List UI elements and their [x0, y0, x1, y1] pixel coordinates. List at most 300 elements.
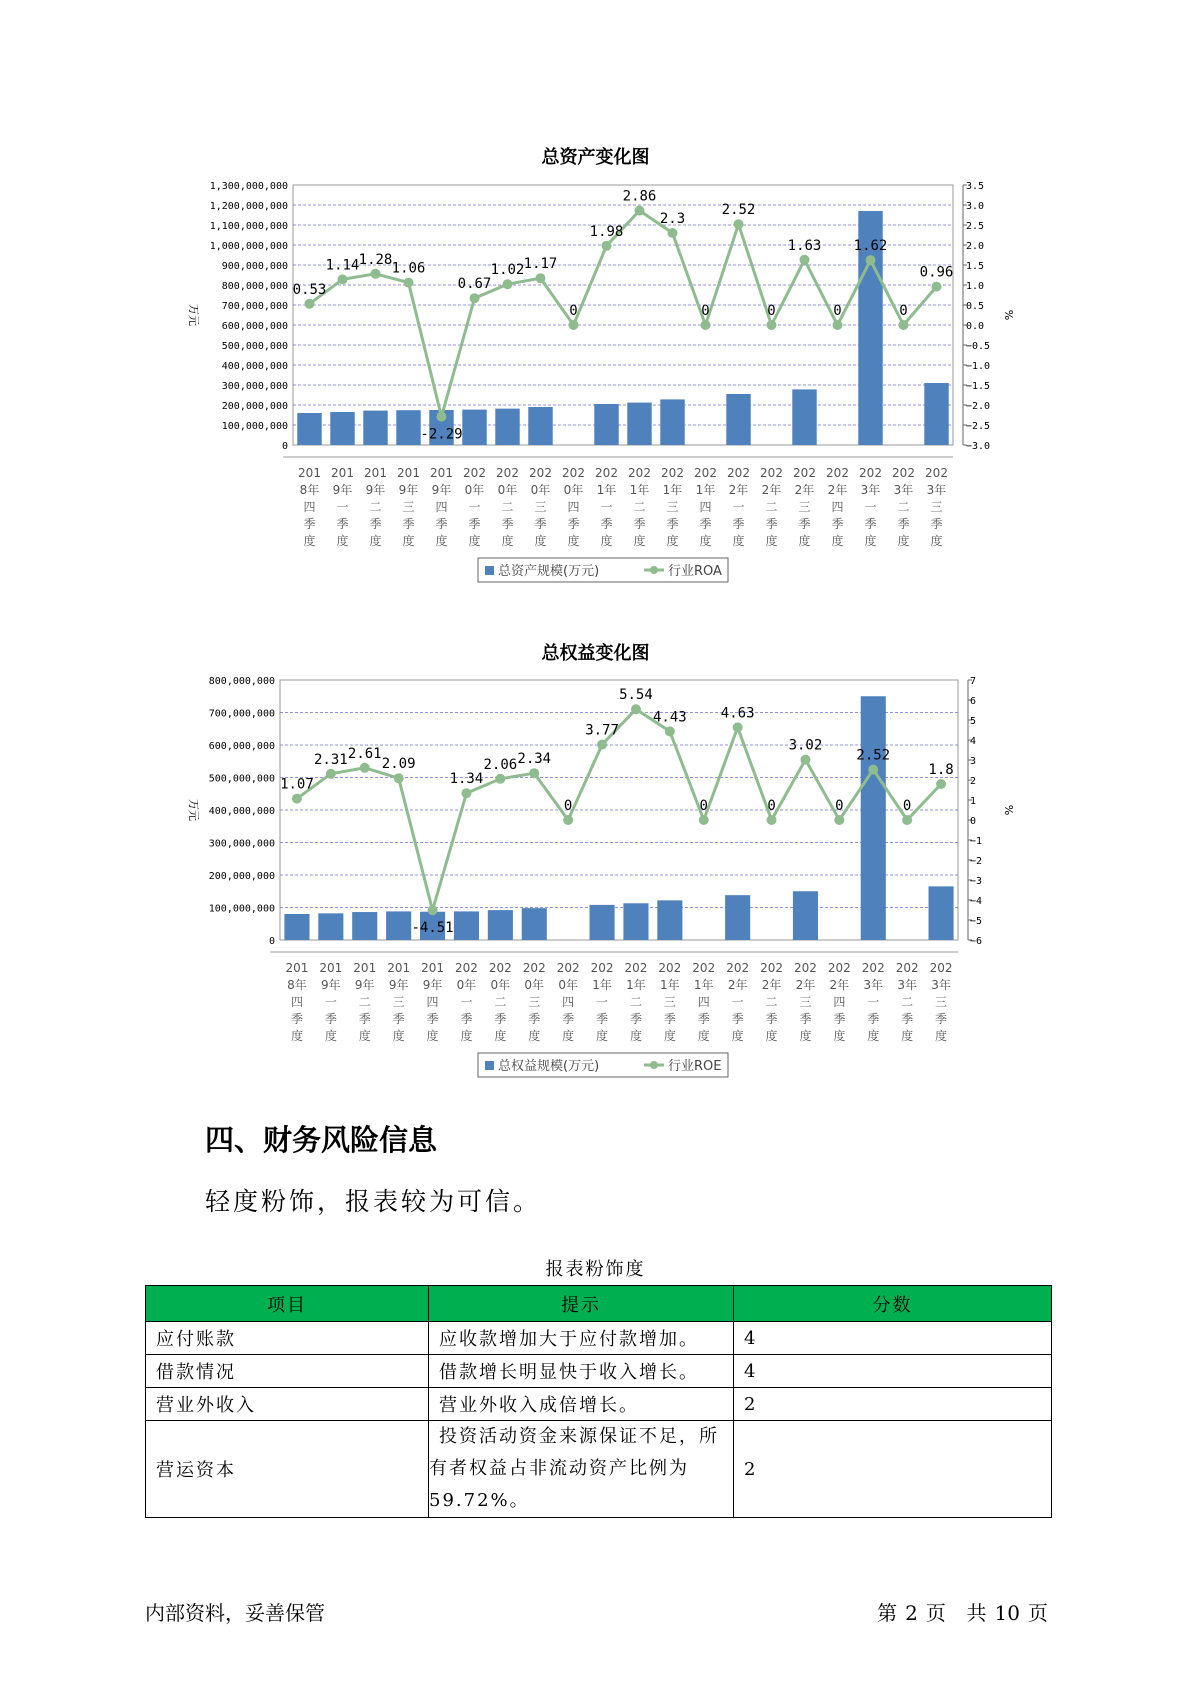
- bar: [284, 914, 309, 940]
- bar: [352, 912, 377, 940]
- x-tick-label: 度: [799, 1029, 812, 1043]
- bar: [318, 913, 343, 940]
- y-tick-label: 0: [268, 936, 275, 947]
- x-tick-label: 201: [319, 961, 343, 975]
- x-tick-label: 三: [534, 500, 547, 514]
- x-tick-label: 三: [663, 995, 676, 1009]
- footer-total-word: 页: [1028, 1601, 1048, 1625]
- x-tick-label: 四: [303, 500, 316, 514]
- y-tick-label: 900,000,000: [221, 261, 288, 272]
- data-label: 2.52: [856, 747, 891, 764]
- data-label: 0: [767, 798, 776, 814]
- y2-tick-label: 3.5: [966, 181, 985, 192]
- x-tick-label: 四: [833, 995, 846, 1009]
- x-tick-label: 一: [468, 500, 481, 514]
- series-point: [932, 282, 942, 292]
- risk-table: [145, 1285, 1052, 1518]
- x-tick-label: 季: [930, 517, 943, 531]
- bar: [594, 404, 618, 445]
- series-point: [569, 320, 579, 330]
- series-point: [404, 278, 414, 288]
- x-tick-label: 202: [661, 466, 684, 480]
- y-tick-label: 100,000,000: [221, 421, 288, 432]
- x-tick-label: 季: [697, 1012, 710, 1026]
- x-tick-label: 季: [303, 517, 316, 531]
- x-tick-label: 三: [402, 500, 415, 514]
- x-tick-label: 度: [303, 534, 316, 548]
- x-tick-label: 202: [760, 466, 783, 480]
- x-tick-label: 二: [897, 500, 910, 514]
- x-tick-label: 季: [798, 517, 811, 531]
- data-label: 1.07: [280, 776, 314, 793]
- x-tick-label: 三: [666, 500, 679, 514]
- series-line: [310, 211, 937, 417]
- x-tick-label: 四: [426, 995, 439, 1009]
- x-tick-label: 季: [666, 517, 679, 531]
- x-tick-label: 3年: [863, 978, 884, 992]
- footer-page-prefix: 第: [877, 1601, 898, 1625]
- row-hint-line: 有者权益占非流动资产比例为: [429, 1458, 689, 1479]
- row-score: 2: [734, 1421, 1052, 1518]
- y-tick-label: 200,000,000: [221, 401, 288, 412]
- y-tick-label: 700,000,000: [208, 708, 275, 720]
- y2-tick-label: −0.5: [966, 341, 991, 352]
- y-tick-label: 800,000,000: [208, 676, 275, 687]
- x-tick-label: 二: [629, 995, 642, 1009]
- y2-tick-label: 2: [970, 776, 977, 787]
- y-tick-label: 0: [281, 441, 288, 452]
- bar: [528, 407, 552, 445]
- y2-tick-label: −1.0: [966, 361, 991, 372]
- x-tick-label: 度: [629, 1029, 642, 1043]
- y-tick-label: 400,000,000: [208, 806, 275, 817]
- x-tick-label: 0年: [490, 978, 511, 992]
- y2-axis-title: %: [1002, 804, 1015, 816]
- y2-tick-label: 2.5: [966, 221, 985, 232]
- data-label: 0: [569, 303, 578, 319]
- series-point: [635, 206, 645, 216]
- series-point: [834, 815, 844, 825]
- bar: [297, 413, 321, 445]
- x-tick-label: 201: [430, 466, 453, 480]
- x-tick-label: 202: [895, 961, 919, 975]
- risk-summary: 轻度粉饰，报表较为可信。: [205, 1187, 542, 1216]
- x-tick-label: 度: [600, 534, 613, 548]
- x-tick-label: 3年: [860, 483, 881, 497]
- x-tick-label: 202: [628, 466, 651, 480]
- x-tick-label: 202: [692, 961, 716, 975]
- x-tick-label: 202: [556, 961, 580, 975]
- x-tick-label: 季: [562, 1012, 575, 1026]
- series-point: [868, 765, 878, 775]
- legend-bar-label: 总资产规模(万元): [498, 564, 600, 579]
- row-hint-line: 59.72%。: [429, 1490, 530, 1511]
- x-tick-label: 季: [765, 517, 778, 531]
- footer-page-num: 2: [905, 1601, 918, 1625]
- row-score: 4: [734, 1322, 1052, 1355]
- x-tick-label: 202: [624, 961, 648, 975]
- x-tick-label: 度: [402, 534, 415, 548]
- x-tick-label: 度: [290, 1029, 303, 1043]
- x-tick-label: 202: [694, 466, 717, 480]
- y2-tick-label: −2.0: [966, 401, 991, 412]
- x-tick-label: 9年: [321, 978, 341, 992]
- x-tick-label: 度: [935, 1029, 948, 1043]
- x-tick-label: 四: [567, 500, 580, 514]
- bar: [462, 410, 486, 445]
- y-tick-label: 500,000,000: [221, 341, 288, 352]
- legend-line-marker: [650, 566, 658, 574]
- bar: [495, 409, 519, 445]
- x-tick-label: 度: [336, 534, 349, 548]
- x-tick-label: 202: [929, 961, 953, 975]
- x-tick-label: 8年: [299, 483, 320, 497]
- x-tick-label: 度: [358, 1029, 371, 1043]
- y2-axis-title: %: [1002, 309, 1015, 321]
- x-tick-label: 二: [765, 995, 778, 1009]
- footer-page-number: [873, 1597, 1052, 1626]
- x-tick-label: 二: [358, 995, 371, 1009]
- x-tick-label: 201: [387, 961, 411, 975]
- x-tick-label: 一: [864, 500, 877, 514]
- series-point: [866, 255, 876, 265]
- legend-line-label: 行业ROE: [668, 1059, 722, 1074]
- y-tick-label: 600,000,000: [221, 321, 288, 332]
- y2-tick-label: −1: [970, 836, 983, 847]
- x-tick-label: 三: [528, 995, 541, 1009]
- data-label: 2.31: [313, 751, 348, 768]
- data-label: 1.63: [787, 237, 822, 254]
- x-tick-label: 度: [426, 1029, 439, 1043]
- y2-tick-label: 3.0: [966, 201, 985, 212]
- series-point: [461, 788, 471, 798]
- y-tick-label: 1,200,000,000: [209, 201, 288, 212]
- x-tick-label: 202: [496, 466, 519, 480]
- x-tick-label: 季: [732, 517, 745, 531]
- x-tick-label: 201: [397, 466, 420, 480]
- x-tick-label: 三: [935, 995, 948, 1009]
- data-label: 0: [833, 303, 842, 319]
- row-hint: 应收款增加大于应付款增加。: [429, 1322, 734, 1355]
- y-tick-label: 500,000,000: [208, 773, 275, 785]
- y-tick-label: 1,100,000,000: [209, 221, 288, 232]
- series-point: [668, 228, 678, 238]
- x-tick-label: 季: [501, 517, 514, 531]
- x-tick-label: 季: [833, 1012, 846, 1026]
- series-point: [936, 779, 946, 789]
- x-tick-label: 季: [765, 1012, 778, 1026]
- x-tick-label: 四: [831, 500, 844, 514]
- x-tick-label: 0年: [456, 978, 477, 992]
- y2-tick-label: 3: [970, 756, 977, 767]
- series-point: [360, 763, 370, 773]
- series-point: [631, 704, 641, 714]
- x-tick-label: 202: [658, 961, 682, 975]
- equity-chart-title: 总权益变化图: [541, 643, 650, 664]
- x-tick-label: 季: [867, 1012, 880, 1026]
- series-point: [428, 905, 438, 915]
- x-tick-label: 9年: [332, 483, 353, 497]
- x-tick-label: 2年: [728, 483, 749, 497]
- data-label: 1.98: [589, 223, 624, 240]
- x-tick-label: 一: [324, 995, 337, 1009]
- x-tick-label: 度: [435, 534, 448, 548]
- x-tick-label: 3年: [926, 483, 947, 497]
- data-label: 1.17: [523, 256, 558, 273]
- y-tick-label: 400,000,000: [221, 361, 288, 372]
- x-tick-label: 度: [663, 1029, 676, 1043]
- series-line: [297, 709, 941, 910]
- data-label: 0: [701, 303, 710, 319]
- x-tick-label: 季: [369, 517, 382, 531]
- bar: [929, 886, 954, 940]
- x-tick-label: 202: [463, 466, 486, 480]
- series-point: [767, 815, 777, 825]
- data-label: 0.96: [919, 264, 954, 281]
- x-tick-label: 度: [633, 534, 646, 548]
- data-label: 2.06: [483, 756, 518, 773]
- table-caption: 报表粉饰度: [545, 1259, 646, 1280]
- x-tick-label: 202: [793, 961, 817, 975]
- x-tick-label: 2年: [795, 978, 816, 992]
- x-tick-label: 202: [522, 961, 546, 975]
- row-score: 2: [734, 1388, 1052, 1421]
- x-tick-label: 度: [460, 1029, 473, 1043]
- x-tick-label: 季: [494, 1012, 507, 1026]
- x-tick-label: 季: [324, 1012, 337, 1026]
- y-tick-label: 800,000,000: [221, 281, 288, 292]
- y2-tick-label: −2: [970, 856, 983, 867]
- x-tick-label: 202: [925, 466, 948, 480]
- header-hint: 提示: [429, 1286, 734, 1322]
- x-tick-label: 度: [765, 534, 778, 548]
- x-tick-label: 3年: [897, 978, 917, 992]
- x-tick-label: 四: [435, 500, 448, 514]
- row-hint: 营业外收入成倍增长。: [429, 1388, 734, 1421]
- x-tick-label: 季: [435, 517, 448, 531]
- bar: [522, 908, 547, 940]
- x-tick-label: 202: [488, 961, 512, 975]
- table-row: [146, 1355, 1052, 1388]
- x-tick-label: 9年: [388, 978, 409, 992]
- footer-total-prefix: 共: [966, 1601, 987, 1625]
- data-label: 2.34: [517, 751, 552, 768]
- table-row: [146, 1421, 1052, 1518]
- series-point: [597, 740, 607, 750]
- x-tick-label: 四: [699, 500, 712, 514]
- row-score: 4: [734, 1355, 1052, 1388]
- bar: [793, 891, 818, 940]
- data-label: 2.52: [721, 202, 756, 219]
- x-tick-label: 1年: [695, 483, 716, 497]
- series-point: [305, 299, 315, 309]
- x-tick-label: 度: [864, 534, 877, 548]
- x-tick-label: 0年: [563, 483, 584, 497]
- x-tick-label: 0年: [558, 978, 578, 992]
- data-label: 3.77: [585, 722, 619, 739]
- bar: [861, 696, 886, 940]
- asset-chart: [0, 175, 1191, 615]
- data-label: 2.61: [347, 745, 382, 762]
- y2-tick-label: 7: [970, 676, 977, 687]
- x-tick-label: 0年: [524, 978, 545, 992]
- x-tick-label: 度: [494, 1029, 507, 1043]
- x-tick-label: 201: [421, 961, 445, 975]
- series-point: [470, 293, 480, 303]
- x-tick-label: 季: [897, 517, 910, 531]
- x-tick-label: 季: [426, 1012, 439, 1026]
- y-tick-label: 1,000,000,000: [209, 241, 288, 252]
- data-label: 0: [899, 303, 908, 319]
- data-label: 1.06: [391, 260, 426, 277]
- x-tick-label: 201: [298, 466, 321, 480]
- x-tick-label: 四: [562, 995, 575, 1009]
- x-tick-label: 2年: [827, 483, 848, 497]
- series-point: [733, 722, 743, 732]
- x-tick-label: 一: [596, 995, 609, 1009]
- bar: [363, 411, 387, 445]
- data-label: 0: [902, 798, 912, 814]
- series-point: [899, 320, 909, 330]
- y2-tick-label: 2.0: [966, 241, 985, 252]
- y-axis-title: 万元: [187, 799, 200, 821]
- data-label: 0: [563, 798, 573, 814]
- x-tick-label: 季: [699, 517, 712, 531]
- x-tick-label: 9年: [354, 978, 375, 992]
- x-tick-label: 202: [826, 466, 849, 480]
- series-point: [495, 774, 505, 784]
- x-tick-label: 一: [867, 995, 880, 1009]
- series-point: [326, 769, 336, 779]
- y-tick-label: 700,000,000: [221, 301, 288, 312]
- series-point: [536, 273, 546, 283]
- x-tick-label: 一: [732, 500, 745, 514]
- y2-tick-label: 5: [970, 716, 977, 727]
- bar: [454, 911, 479, 940]
- x-tick-label: 201: [331, 466, 354, 480]
- series-point: [767, 320, 777, 330]
- y-tick-label: 1,300,000,000: [209, 181, 288, 192]
- series-point: [563, 815, 573, 825]
- x-tick-label: 202: [595, 466, 618, 480]
- x-tick-label: 三: [799, 995, 812, 1009]
- series-point: [699, 815, 709, 825]
- bar: [660, 399, 684, 445]
- x-tick-label: 季: [596, 1012, 609, 1026]
- x-tick-label: 二: [765, 500, 778, 514]
- x-tick-label: 1年: [662, 483, 683, 497]
- section-heading: 四、财务风险信息: [205, 1123, 438, 1157]
- footer-confidential: 内部资料，妥善保管: [145, 1601, 325, 1625]
- y2-tick-label: 1: [970, 796, 977, 807]
- x-tick-label: 季: [663, 1012, 676, 1026]
- row-item: 营运资本: [146, 1421, 429, 1518]
- x-tick-label: 季: [534, 517, 547, 531]
- legend-line-label: 行业ROA: [668, 564, 722, 579]
- x-tick-label: 季: [629, 1012, 642, 1026]
- data-label: 1.62: [853, 238, 888, 255]
- data-label: 2.09: [381, 756, 416, 773]
- y2-tick-label: 1.5: [966, 261, 985, 272]
- x-tick-label: 2年: [794, 483, 815, 497]
- x-tick-label: 二: [501, 500, 514, 514]
- series-point: [902, 815, 912, 825]
- x-tick-label: 度: [528, 1029, 541, 1043]
- x-tick-label: 度: [731, 1029, 744, 1043]
- data-label: 2.3: [659, 211, 686, 227]
- y-tick-label: 600,000,000: [208, 741, 275, 752]
- x-tick-label: 202: [590, 961, 614, 975]
- x-tick-label: 度: [699, 534, 712, 548]
- x-tick-label: 四: [290, 995, 303, 1009]
- x-tick-label: 一: [336, 500, 349, 514]
- y-tick-label: 200,000,000: [208, 871, 275, 882]
- data-label: 3.02: [788, 737, 823, 754]
- data-label: 0: [835, 798, 844, 814]
- data-label: 1.02: [490, 262, 525, 279]
- series-point: [734, 219, 744, 229]
- x-tick-label: 季: [336, 517, 349, 531]
- data-label: 0: [767, 303, 776, 319]
- header-score: 分数: [734, 1286, 1052, 1322]
- row-hint: [429, 1421, 734, 1518]
- x-tick-label: 季: [901, 1012, 914, 1026]
- data-label: 4.43: [652, 709, 687, 726]
- row-item: 应付账款: [146, 1322, 429, 1355]
- series-point: [833, 320, 843, 330]
- y2-tick-label: 0.0: [966, 321, 985, 332]
- x-tick-label: 季: [731, 1012, 744, 1026]
- bar: [657, 900, 682, 940]
- series-point: [800, 755, 810, 765]
- bar: [623, 903, 648, 940]
- bar: [924, 383, 948, 445]
- data-label: 0.67: [457, 276, 492, 293]
- y2-tick-label: −3.0: [966, 441, 991, 452]
- x-tick-label: 1年: [596, 483, 617, 497]
- x-tick-label: 3年: [893, 483, 914, 497]
- table-row: [146, 1388, 1052, 1421]
- x-tick-label: 9年: [398, 483, 419, 497]
- x-tick-label: 1年: [626, 978, 646, 992]
- x-tick-label: 0年: [464, 483, 485, 497]
- series-point: [394, 773, 404, 783]
- bar: [396, 410, 420, 445]
- x-tick-label: 202: [859, 466, 882, 480]
- x-tick-label: 度: [867, 1029, 880, 1043]
- x-tick-label: 201: [353, 961, 377, 975]
- series-point: [292, 794, 302, 804]
- x-tick-label: 季: [600, 517, 613, 531]
- x-tick-label: 三: [392, 995, 405, 1009]
- row-item: 借款情况: [146, 1355, 429, 1388]
- x-tick-label: 2年: [761, 978, 782, 992]
- x-tick-label: 202: [727, 466, 750, 480]
- x-tick-label: 度: [697, 1029, 710, 1043]
- row-hint-line: 投资活动资金来源保证不足，所: [439, 1426, 719, 1447]
- x-tick-label: 季: [290, 1012, 303, 1026]
- data-label: 4.63: [720, 705, 755, 722]
- y2-tick-label: −5: [970, 916, 983, 927]
- x-tick-label: 202: [529, 466, 552, 480]
- x-tick-label: 二: [494, 995, 507, 1009]
- y2-tick-label: −6: [970, 936, 983, 947]
- equity-chart: [0, 672, 1191, 1112]
- x-tick-label: 度: [831, 534, 844, 548]
- x-tick-label: 2年: [727, 978, 748, 992]
- x-tick-label: 度: [833, 1029, 846, 1043]
- bar: [386, 911, 411, 940]
